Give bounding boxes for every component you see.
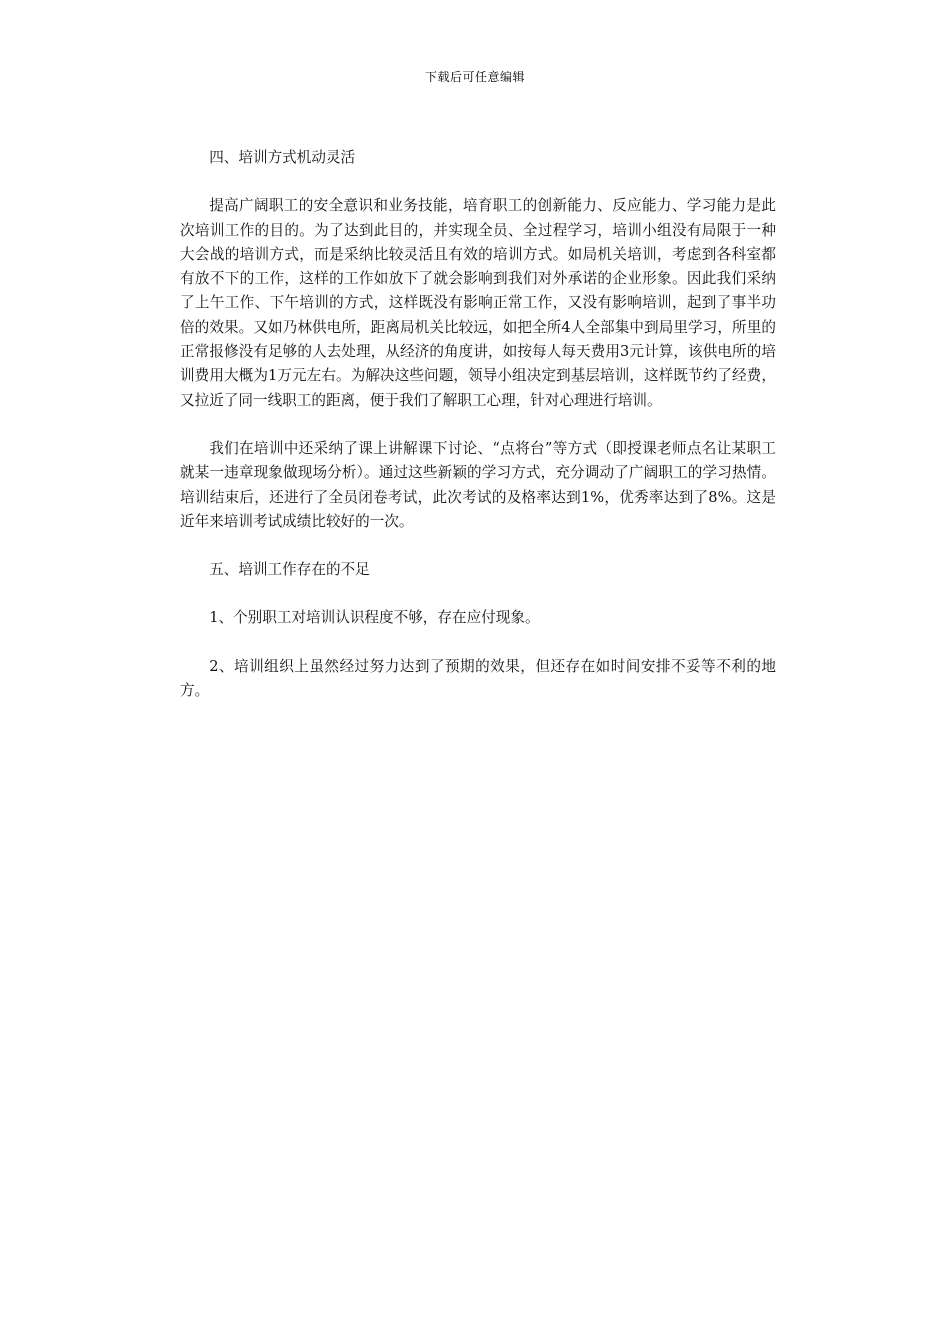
section-heading-4: 四、培训方式机动灵活 [209,149,356,166]
paragraph-training-methods: 提高广阔职工的安全意识和业务技能，培育职工的创新能力、反应能力、学习能力是此次培训工作的目的。为了达到此目的，并实现全员、全过程学习，培训小组没有局限于一种大会战的培训方式，而是采纳比较灵活且有效的培训方式。如局机关培训，考虑到各科室都有放不下的工作，这样的工作如放下了就会影响到我们对外承诺的企业形象。因此我们采纳了上午工作、下午培训的方式，这样既没有影响正常工作，又没有影响培训，起到了事半功倍的效果。又如乃林供电所，距离局机关比较远，如把全所4人全部集中到局里学习，所里的正常报修没有足够的人去处理，从经济的角度讲，如按每人每天费用3元计算，该供电所的培训费用大概为1万元左右。为解决这些问题，领导小组决定到基层培训，这样既节约了经费，又拉近了同一线职工的距离，便于我们了解职工心理，针对心理进行培训。 [180,197,776,409]
paragraph-training-activities: 我们在培训中还采纳了课上讲解课下讨论、“点将台”等方式（即授课老师点名让某职工就某一违章现象做现场分析）。通过这些新颖的学习方式，充分调动了广阔职工的学习热情。培训结束后，还进行了全员闭卷考试，此次考试的及格率达到1%，优秀率达到了8%。这是近年来培训考试成绩比较好的一次。 [180,439,776,530]
list-item-shortcoming-2: 2、培训组织上虽然经过努力达到了预期的效果，但还存在如时间安排不妥等不利的地方。 [180,657,776,700]
document-body [180,146,776,727]
section-heading-5: 五、培训工作存在的不足 [209,561,370,579]
list-item-shortcoming-1: 1、个别职工对培训认识程度不够，存在应付现象。 [209,609,540,627]
page-header: 下载后可任意编辑 [424,70,525,84]
